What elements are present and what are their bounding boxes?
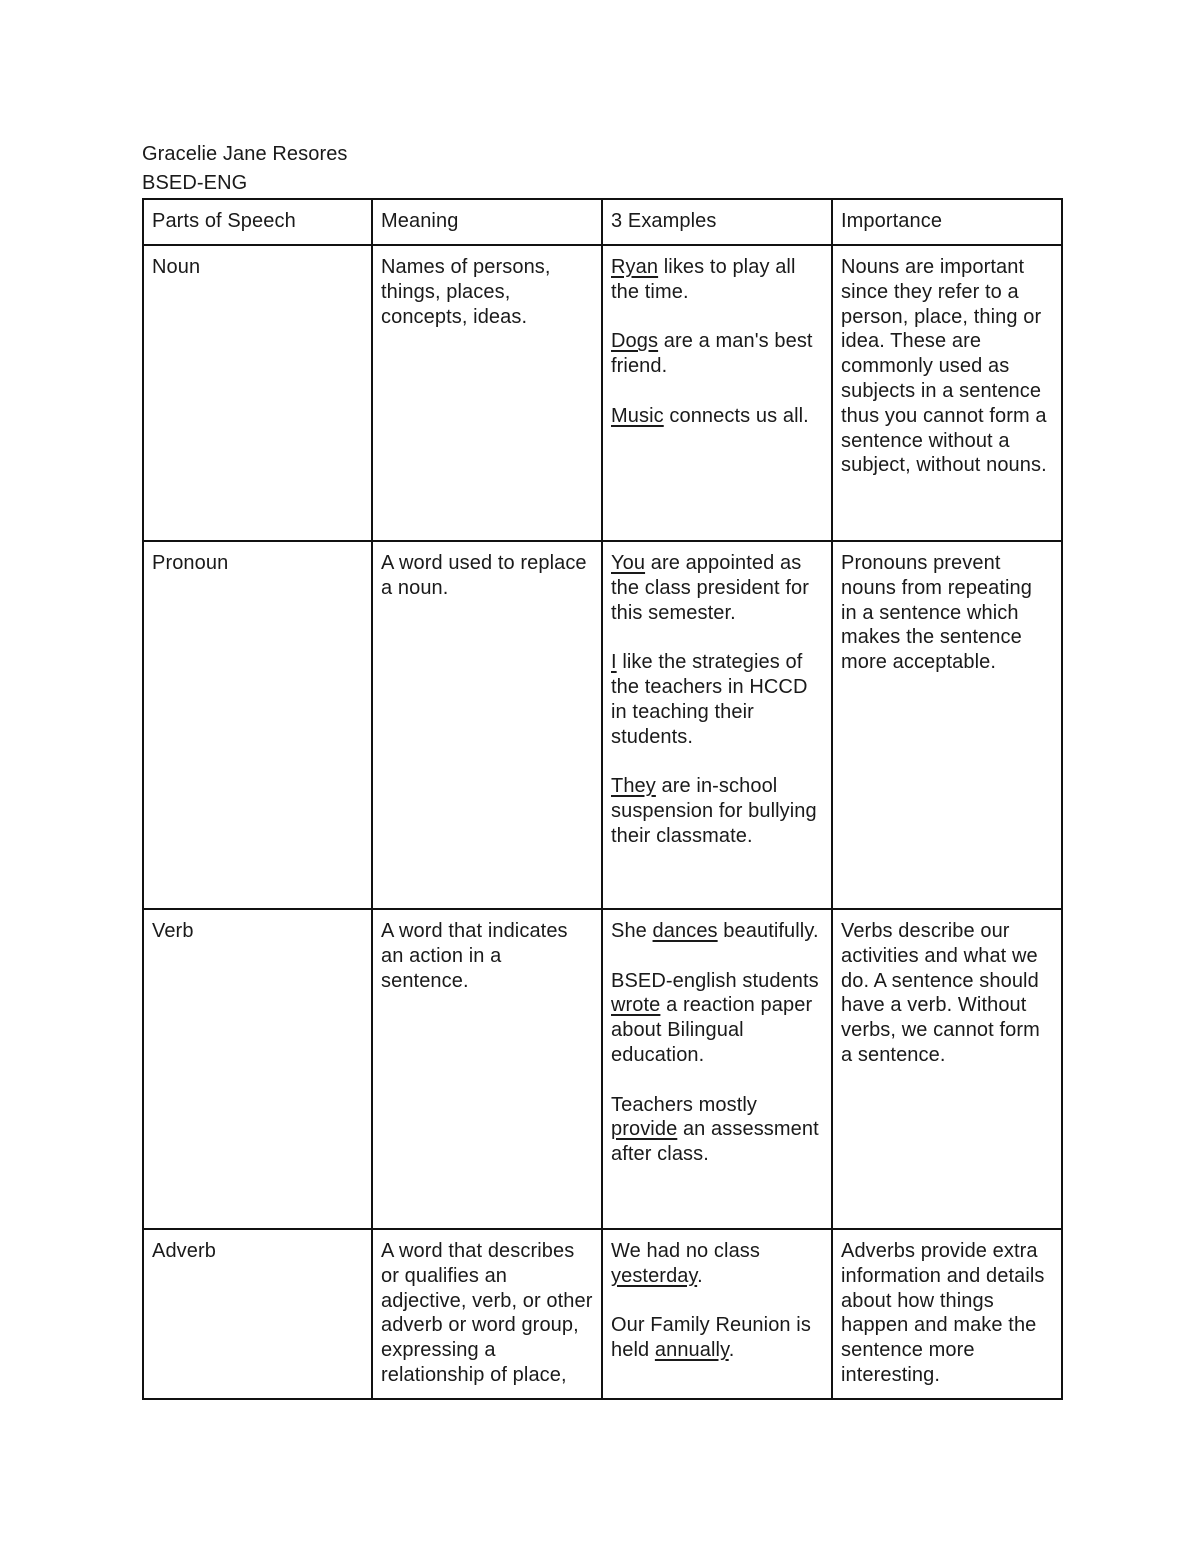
example-sentence: BSED-english students wrote a reaction paper about Bilingual education. xyxy=(611,969,819,1066)
meaning-cell: A word that describes or qualifies an adjective, verb, or other adverb or word group, expressing a relationship of place, xyxy=(372,1229,602,1399)
example-sentence: Music connects us all. xyxy=(611,404,809,427)
underlined-word: They xyxy=(611,775,656,798)
underlined-word: yesterday xyxy=(611,1264,698,1287)
table-row xyxy=(143,245,1062,541)
table-row xyxy=(143,1229,1062,1399)
part-cell: Verb xyxy=(143,909,372,1229)
underlined-word: annually xyxy=(654,1339,729,1362)
examples-cell xyxy=(602,909,832,1229)
examples-cell xyxy=(602,1229,832,1399)
example-sentence: They are in-school suspension for bullying their classmate. xyxy=(611,775,817,847)
importance-cell: Verbs describe our activities and what we do. A sentence should have a verb. Without verbs, we cannot form a sentence. xyxy=(832,909,1062,1229)
header-parts-of-speech: Parts of Speech xyxy=(143,199,372,245)
importance-cell: Nouns are important since they refer to a person, place, thing or idea. These are commonly used as subjects in a sentence thus you cannot form a sentence without a subject, without nouns. xyxy=(832,245,1062,541)
program-name: BSED-ENG xyxy=(142,172,248,194)
underlined-word: You xyxy=(611,552,646,574)
table-row xyxy=(143,909,1062,1229)
table-row xyxy=(143,541,1062,909)
underlined-word: Ryan xyxy=(611,256,659,278)
underlined-word: dances xyxy=(652,920,718,942)
example-sentence: She dances beautifully. xyxy=(611,920,819,942)
part-cell: Pronoun xyxy=(143,541,372,909)
underlined-word: wrote xyxy=(611,994,661,1017)
parts-of-speech-table xyxy=(142,198,1063,1400)
author-name: Gracelie Jane Resores xyxy=(142,143,348,165)
underlined-word: Dogs xyxy=(611,330,659,353)
example-sentence: You are appointed as the class president for this semester. xyxy=(611,552,809,624)
example-sentence: Teachers mostly provide an assessment after class. xyxy=(611,1093,819,1166)
part-cell: Adverb xyxy=(143,1229,372,1399)
example-sentence: Ryan likes to play all the time. xyxy=(611,256,796,303)
underlined-word: I xyxy=(611,651,617,674)
examples-cell xyxy=(602,541,832,909)
meaning-cell: Names of persons, things, places, concepts, ideas. xyxy=(372,245,602,541)
examples-cell xyxy=(602,245,832,541)
header-importance: Importance xyxy=(832,199,1062,245)
example-sentence: I like the strategies of the teachers in HCCD in teaching their students. xyxy=(611,651,808,748)
example-sentence: Dogs are a man's best friend. xyxy=(611,330,813,378)
meaning-cell: A word used to replace a noun. xyxy=(372,541,602,909)
underlined-word: Music xyxy=(611,404,664,427)
example-sentence: Our Family Reunion is held annually. xyxy=(611,1314,811,1362)
part-cell: Noun xyxy=(143,245,372,541)
importance-cell: Adverbs provide extra information and details about how things happen and make the sentence more interesting. xyxy=(832,1229,1062,1399)
meaning-cell: A word that indicates an action in a sentence. xyxy=(372,909,602,1229)
header-meaning: Meaning xyxy=(372,199,602,245)
header-examples: 3 Examples xyxy=(602,199,832,245)
table-header-row xyxy=(143,199,1062,245)
importance-cell: Pronouns prevent nouns from repeating in a sentence which makes the sentence more acceptable. xyxy=(832,541,1062,909)
underlined-word: provide xyxy=(611,1118,678,1141)
example-sentence: We had no class yesterday. xyxy=(611,1240,760,1287)
